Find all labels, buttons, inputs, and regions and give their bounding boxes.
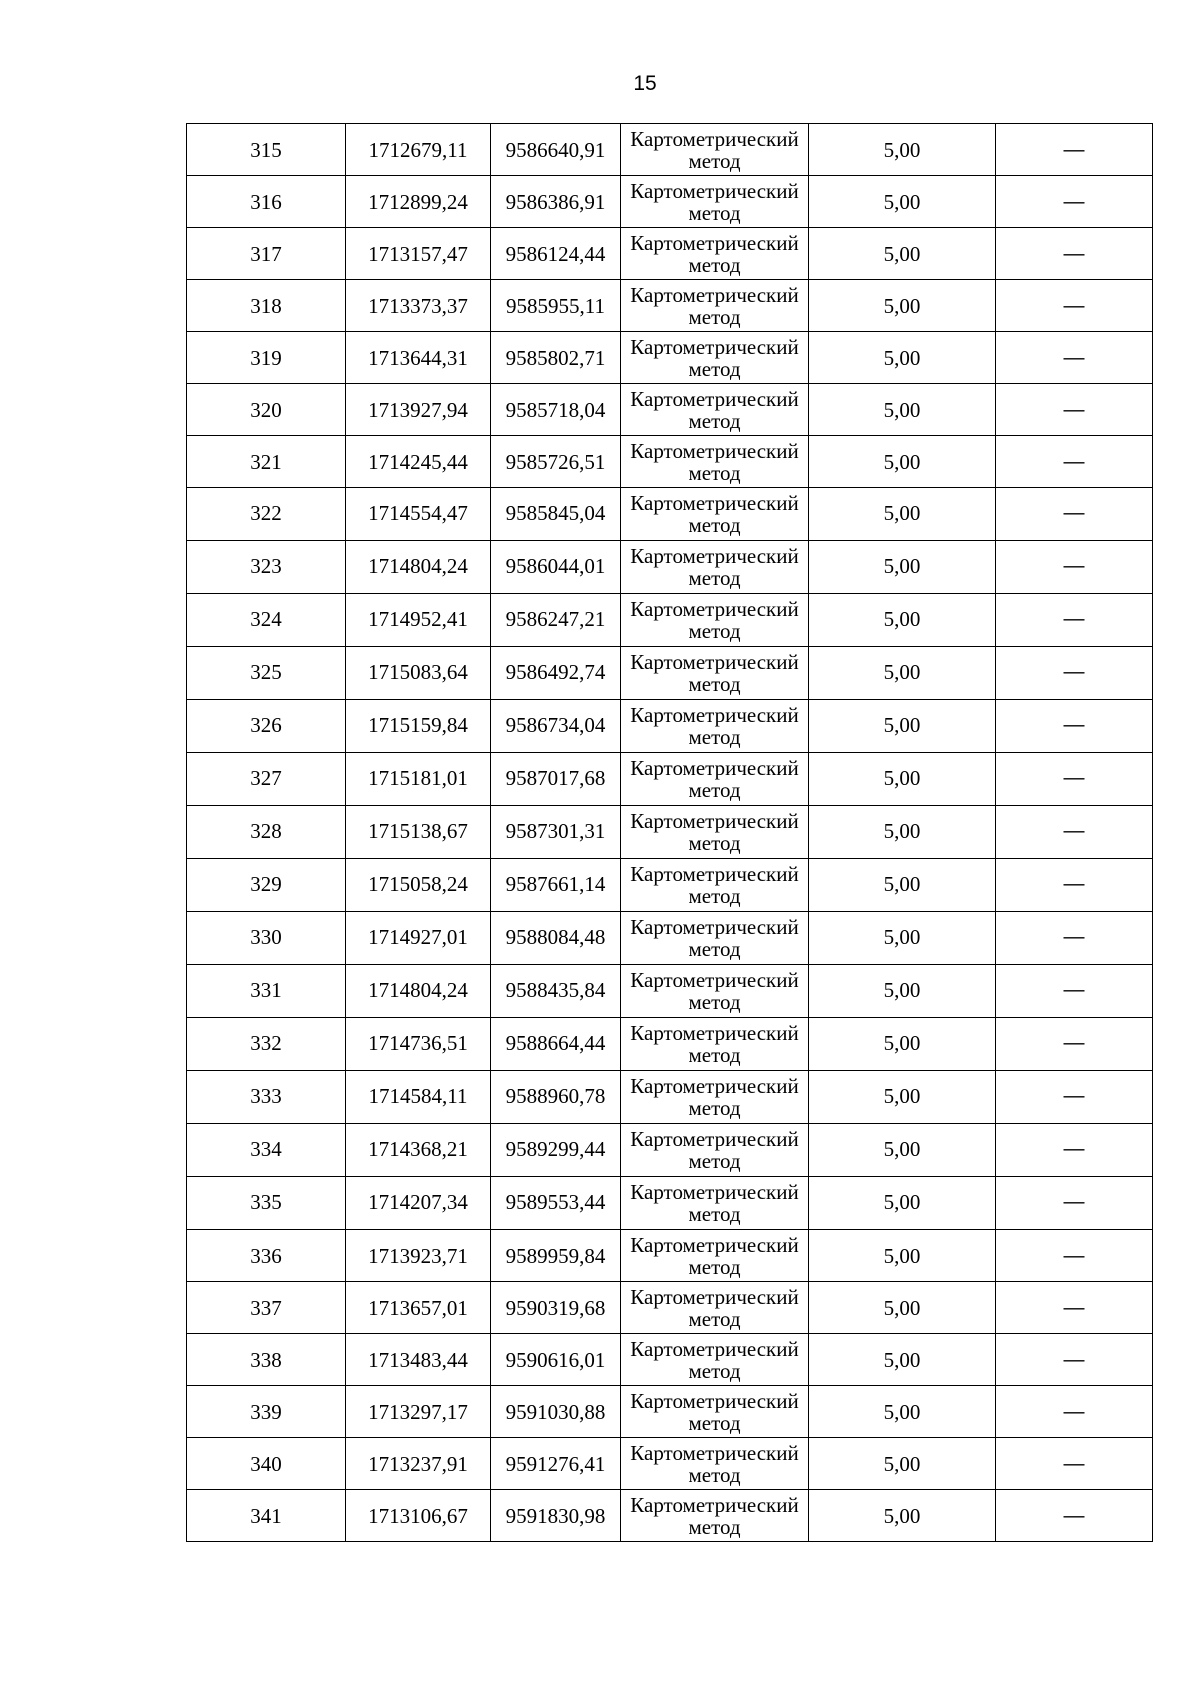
method-cell <box>621 332 809 384</box>
x-coordinate-cell: 1713644,31 <box>346 332 491 384</box>
x-coordinate-cell: 1714554,47 <box>346 488 491 541</box>
accuracy-cell: 5,00 <box>809 753 996 806</box>
method-line1: Картометрический <box>630 756 799 780</box>
x-coordinate-cell: 1714584,11 <box>346 1071 491 1124</box>
method-cell <box>621 1018 809 1071</box>
x-coordinate-cell: 1713373,37 <box>346 280 491 332</box>
point-number-cell: 332 <box>187 1018 346 1071</box>
table-row <box>187 1438 1153 1490</box>
note-cell: — <box>996 436 1153 488</box>
method-line2: метод <box>688 408 741 433</box>
table-row <box>187 280 1153 332</box>
x-coordinate-cell: 1714927,01 <box>346 912 491 965</box>
accuracy-cell: 5,00 <box>809 1018 996 1071</box>
note-cell: — <box>996 488 1153 541</box>
method-line1: Картометрический <box>630 386 799 411</box>
point-number-cell: 338 <box>187 1334 346 1386</box>
table-row <box>187 488 1153 541</box>
method-cell <box>621 1124 809 1177</box>
method-cell <box>621 384 809 436</box>
accuracy-cell: 5,00 <box>809 228 996 280</box>
x-coordinate-cell: 1713157,47 <box>346 228 491 280</box>
accuracy-cell: 5,00 <box>809 806 996 859</box>
note-cell: — <box>996 700 1153 753</box>
accuracy-cell: 5,00 <box>809 700 996 753</box>
method-line1: Картометрический <box>630 178 799 203</box>
accuracy-cell: 5,00 <box>809 436 996 488</box>
method-line2: метод <box>688 1202 741 1226</box>
y-coordinate-cell: 9589299,44 <box>491 1124 621 1177</box>
note-cell: — <box>996 1438 1153 1490</box>
method-line2: метод <box>688 831 741 855</box>
method-line2: метод <box>688 1462 741 1487</box>
table-row <box>187 1071 1153 1124</box>
point-number-cell: 336 <box>187 1230 346 1282</box>
y-coordinate-cell: 9588435,84 <box>491 965 621 1018</box>
point-number-cell: 337 <box>187 1282 346 1334</box>
method-cell <box>621 965 809 1018</box>
method-cell <box>621 1071 809 1124</box>
note-cell: — <box>996 124 1153 176</box>
method-cell <box>621 1438 809 1490</box>
table-body <box>187 124 1153 1542</box>
accuracy-cell: 5,00 <box>809 280 996 332</box>
method-line2: метод <box>688 356 741 381</box>
accuracy-cell: 5,00 <box>809 488 996 541</box>
method-line1: Картометрический <box>630 126 799 151</box>
method-line1: Картометрический <box>630 862 799 886</box>
table-row <box>187 859 1153 912</box>
y-coordinate-cell: 9585718,04 <box>491 384 621 436</box>
note-cell: — <box>996 280 1153 332</box>
method-cell <box>621 1282 809 1334</box>
accuracy-cell: 5,00 <box>809 332 996 384</box>
point-number-cell: 339 <box>187 1386 346 1438</box>
point-number-cell: 315 <box>187 124 346 176</box>
method-line2: метод <box>688 1096 741 1120</box>
method-line1: Картометрический <box>630 282 799 307</box>
x-coordinate-cell: 1715058,24 <box>346 859 491 912</box>
accuracy-cell: 5,00 <box>809 1386 996 1438</box>
point-number-cell: 333 <box>187 1071 346 1124</box>
table-row <box>187 436 1153 488</box>
method-line1: Картометрический <box>630 1074 799 1098</box>
accuracy-cell: 5,00 <box>809 1282 996 1334</box>
table-row <box>187 176 1153 228</box>
point-number-cell: 331 <box>187 965 346 1018</box>
point-number-cell: 317 <box>187 228 346 280</box>
x-coordinate-cell: 1713657,01 <box>346 1282 491 1334</box>
table-row <box>187 1334 1153 1386</box>
table-row <box>187 332 1153 384</box>
method-line2: метод <box>688 1043 741 1067</box>
method-line2: метод <box>688 990 741 1014</box>
y-coordinate-cell: 9588084,48 <box>491 912 621 965</box>
note-cell: — <box>996 753 1153 806</box>
x-coordinate-cell: 1714207,34 <box>346 1177 491 1230</box>
table-row <box>187 1490 1153 1542</box>
point-number-cell: 322 <box>187 488 346 541</box>
y-coordinate-cell: 9586124,44 <box>491 228 621 280</box>
note-cell: — <box>996 541 1153 594</box>
table-row <box>187 1386 1153 1438</box>
method-line1: Картометрический <box>630 491 799 515</box>
accuracy-cell: 5,00 <box>809 1334 996 1386</box>
point-number-cell: 329 <box>187 859 346 912</box>
y-coordinate-cell: 9586734,04 <box>491 700 621 753</box>
x-coordinate-cell: 1714804,24 <box>346 965 491 1018</box>
method-line1: Картометрический <box>630 1021 799 1045</box>
method-line2: метод <box>688 566 741 590</box>
method-line2: метод <box>688 1514 741 1539</box>
x-coordinate-cell: 1713297,17 <box>346 1386 491 1438</box>
method-line2: метод <box>688 937 741 961</box>
x-coordinate-cell: 1713927,94 <box>346 384 491 436</box>
accuracy-cell: 5,00 <box>809 1490 996 1542</box>
y-coordinate-cell: 9586044,01 <box>491 541 621 594</box>
method-cell <box>621 436 809 488</box>
method-line2: метод <box>688 1254 741 1279</box>
point-number-cell: 326 <box>187 700 346 753</box>
method-cell <box>621 912 809 965</box>
method-line2: метод <box>688 148 741 173</box>
point-number-cell: 321 <box>187 436 346 488</box>
table-row <box>187 541 1153 594</box>
table-row <box>187 594 1153 647</box>
y-coordinate-cell: 9585845,04 <box>491 488 621 541</box>
method-line2: метод <box>688 460 741 485</box>
accuracy-cell: 5,00 <box>809 1124 996 1177</box>
x-coordinate-cell: 1714736,51 <box>346 1018 491 1071</box>
method-cell <box>621 647 809 700</box>
table-row <box>187 912 1153 965</box>
method-line2: метод <box>688 1149 741 1173</box>
y-coordinate-cell: 9591830,98 <box>491 1490 621 1542</box>
coordinates-table <box>186 123 1153 1542</box>
x-coordinate-cell: 1712679,11 <box>346 124 491 176</box>
method-line2: метод <box>688 884 741 908</box>
y-coordinate-cell: 9585726,51 <box>491 436 621 488</box>
method-line2: метод <box>688 1306 741 1331</box>
method-line1: Картометрический <box>630 650 799 674</box>
note-cell: — <box>996 176 1153 228</box>
method-line1: Картометрический <box>630 703 799 727</box>
y-coordinate-cell: 9591030,88 <box>491 1386 621 1438</box>
method-cell <box>621 700 809 753</box>
note-cell: — <box>996 384 1153 436</box>
point-number-cell: 330 <box>187 912 346 965</box>
point-number-cell: 325 <box>187 647 346 700</box>
method-line2: метод <box>688 619 741 643</box>
method-line1: Картометрический <box>630 544 799 568</box>
method-cell <box>621 228 809 280</box>
y-coordinate-cell: 9585802,71 <box>491 332 621 384</box>
y-coordinate-cell: 9591276,41 <box>491 1438 621 1490</box>
x-coordinate-cell: 1715138,67 <box>346 806 491 859</box>
method-cell <box>621 594 809 647</box>
x-coordinate-cell: 1714952,41 <box>346 594 491 647</box>
method-line1: Картометрический <box>630 968 799 992</box>
method-cell <box>621 541 809 594</box>
method-cell <box>621 1386 809 1438</box>
method-line1: Картометрический <box>630 1127 799 1151</box>
point-number-cell: 318 <box>187 280 346 332</box>
method-cell <box>621 806 809 859</box>
method-line1: Картометрический <box>630 1388 799 1413</box>
note-cell: — <box>996 912 1153 965</box>
point-number-cell: 327 <box>187 753 346 806</box>
method-cell <box>621 753 809 806</box>
point-number-cell: 316 <box>187 176 346 228</box>
note-cell: — <box>996 1230 1153 1282</box>
note-cell: — <box>996 1124 1153 1177</box>
note-cell: — <box>996 1177 1153 1230</box>
method-line2: метод <box>688 513 741 537</box>
note-cell: — <box>996 1386 1153 1438</box>
method-line1: Картометрический <box>630 438 799 463</box>
point-number-cell: 323 <box>187 541 346 594</box>
x-coordinate-cell: 1713237,91 <box>346 1438 491 1490</box>
y-coordinate-cell: 9590616,01 <box>491 1334 621 1386</box>
table-row <box>187 700 1153 753</box>
note-cell: — <box>996 806 1153 859</box>
y-coordinate-cell: 9586247,21 <box>491 594 621 647</box>
y-coordinate-cell: 9589959,84 <box>491 1230 621 1282</box>
method-line2: метод <box>688 1410 741 1435</box>
method-cell <box>621 124 809 176</box>
y-coordinate-cell: 9589553,44 <box>491 1177 621 1230</box>
point-number-cell: 341 <box>187 1490 346 1542</box>
note-cell: — <box>996 647 1153 700</box>
method-line1: Картометрический <box>630 334 799 359</box>
table-row <box>187 1282 1153 1334</box>
x-coordinate-cell: 1714368,21 <box>346 1124 491 1177</box>
method-cell <box>621 176 809 228</box>
table-row <box>187 228 1153 280</box>
method-line1: Картометрический <box>630 1492 799 1517</box>
y-coordinate-cell: 9586640,91 <box>491 124 621 176</box>
note-cell: — <box>996 859 1153 912</box>
method-line1: Картометрический <box>630 1232 799 1257</box>
y-coordinate-cell: 9587017,68 <box>491 753 621 806</box>
accuracy-cell: 5,00 <box>809 176 996 228</box>
method-cell <box>621 488 809 541</box>
method-cell <box>621 1490 809 1542</box>
note-cell: — <box>996 965 1153 1018</box>
accuracy-cell: 5,00 <box>809 859 996 912</box>
table-row <box>187 1177 1153 1230</box>
accuracy-cell: 5,00 <box>809 124 996 176</box>
x-coordinate-cell: 1713483,44 <box>346 1334 491 1386</box>
table-row <box>187 806 1153 859</box>
accuracy-cell: 5,00 <box>809 647 996 700</box>
method-cell <box>621 1334 809 1386</box>
method-line1: Картометрический <box>630 809 799 833</box>
accuracy-cell: 5,00 <box>809 912 996 965</box>
point-number-cell: 334 <box>187 1124 346 1177</box>
method-line2: метод <box>688 304 741 329</box>
table-row <box>187 647 1153 700</box>
point-number-cell: 340 <box>187 1438 346 1490</box>
note-cell: — <box>996 1490 1153 1542</box>
y-coordinate-cell: 9590319,68 <box>491 1282 621 1334</box>
method-line2: метод <box>688 1358 741 1383</box>
accuracy-cell: 5,00 <box>809 1177 996 1230</box>
method-line1: Картометрический <box>630 1440 799 1465</box>
table-row <box>187 1018 1153 1071</box>
y-coordinate-cell: 9586492,74 <box>491 647 621 700</box>
x-coordinate-cell: 1714245,44 <box>346 436 491 488</box>
note-cell: — <box>996 1282 1153 1334</box>
x-coordinate-cell: 1713923,71 <box>346 1230 491 1282</box>
point-number-cell: 328 <box>187 806 346 859</box>
table-row <box>187 965 1153 1018</box>
method-line2: метод <box>688 778 741 802</box>
table-row <box>187 1230 1153 1282</box>
accuracy-cell: 5,00 <box>809 1438 996 1490</box>
x-coordinate-cell: 1715159,84 <box>346 700 491 753</box>
note-cell: — <box>996 594 1153 647</box>
note-cell: — <box>996 332 1153 384</box>
y-coordinate-cell: 9587661,14 <box>491 859 621 912</box>
method-line1: Картометрический <box>630 915 799 939</box>
table-row <box>187 753 1153 806</box>
point-number-cell: 335 <box>187 1177 346 1230</box>
accuracy-cell: 5,00 <box>809 1230 996 1282</box>
method-line1: Картометрический <box>630 1284 799 1309</box>
accuracy-cell: 5,00 <box>809 965 996 1018</box>
x-coordinate-cell: 1715181,01 <box>346 753 491 806</box>
point-number-cell: 324 <box>187 594 346 647</box>
method-cell <box>621 859 809 912</box>
method-line1: Картометрический <box>630 1180 799 1204</box>
y-coordinate-cell: 9588664,44 <box>491 1018 621 1071</box>
y-coordinate-cell: 9588960,78 <box>491 1071 621 1124</box>
x-coordinate-cell: 1715083,64 <box>346 647 491 700</box>
x-coordinate-cell: 1712899,24 <box>346 176 491 228</box>
y-coordinate-cell: 9585955,11 <box>491 280 621 332</box>
point-number-cell: 319 <box>187 332 346 384</box>
table-row <box>187 384 1153 436</box>
method-cell <box>621 1177 809 1230</box>
point-number-cell: 320 <box>187 384 346 436</box>
y-coordinate-cell: 9586386,91 <box>491 176 621 228</box>
method-line2: метод <box>688 672 741 696</box>
note-cell: — <box>996 1018 1153 1071</box>
y-coordinate-cell: 9587301,31 <box>491 806 621 859</box>
table-row <box>187 124 1153 176</box>
method-line1: Картометрический <box>630 1336 799 1361</box>
note-cell: — <box>996 1334 1153 1386</box>
page-number: 15 <box>633 72 657 95</box>
x-coordinate-cell: 1714804,24 <box>346 541 491 594</box>
note-cell: — <box>996 1071 1153 1124</box>
method-line2: метод <box>688 252 741 277</box>
method-line2: метод <box>688 725 741 749</box>
accuracy-cell: 5,00 <box>809 594 996 647</box>
method-cell <box>621 1230 809 1282</box>
method-line2: метод <box>688 200 741 225</box>
method-line1: Картометрический <box>630 230 799 255</box>
method-line1: Картометрический <box>630 597 799 621</box>
accuracy-cell: 5,00 <box>809 541 996 594</box>
accuracy-cell: 5,00 <box>809 1071 996 1124</box>
method-cell <box>621 280 809 332</box>
note-cell: — <box>996 228 1153 280</box>
table-row <box>187 1124 1153 1177</box>
accuracy-cell: 5,00 <box>809 384 996 436</box>
x-coordinate-cell: 1713106,67 <box>346 1490 491 1542</box>
